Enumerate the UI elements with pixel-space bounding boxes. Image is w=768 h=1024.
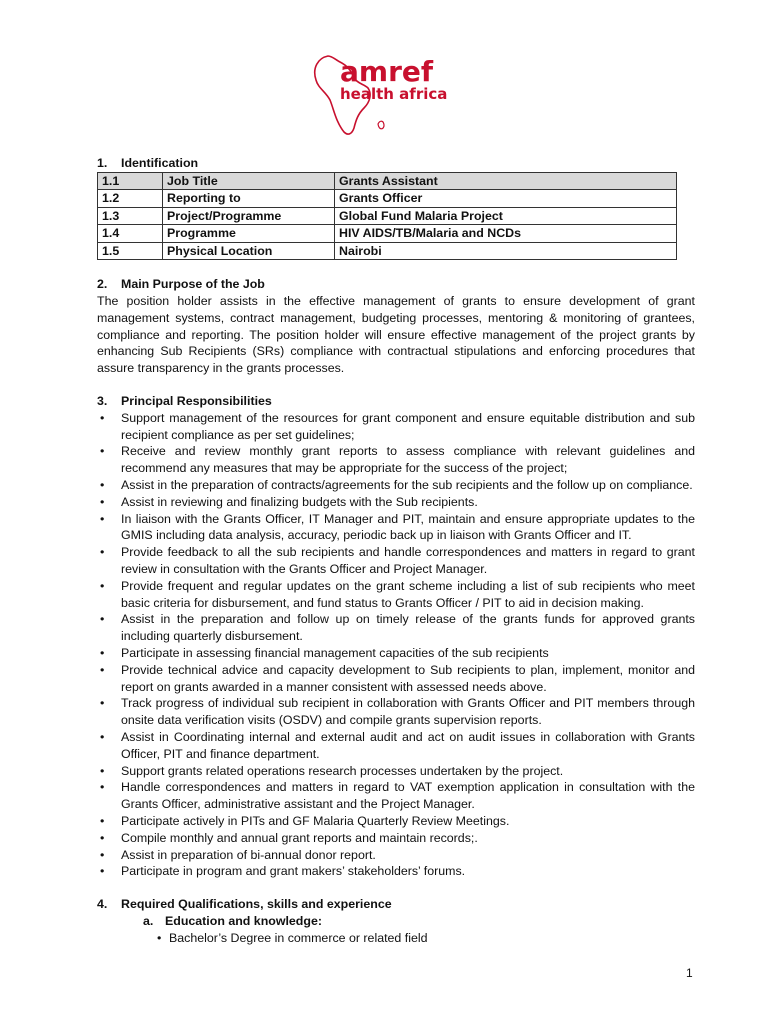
list-item [97,611,695,645]
responsibility-text: Track progress of individual sub recipient in collaboration with Grants Officer and PIT members through onsite data verification visits (OSDV) and compile grants supervision reports. [121,696,695,728]
table-cell: Reporting to [163,190,335,208]
bullet-icon: • [100,511,105,526]
list-item [97,662,695,696]
table-row [98,190,677,208]
section-4-title: Required Qualifications, skills and experience [121,897,392,912]
bullet-icon: • [100,830,105,845]
bullet-icon: • [100,478,105,493]
responsibility-text: Provide feedback to all the sub recipients and handle correspondences and matters in regard to grant review in consultation with the Grants Officer and Project Manager. [121,545,695,577]
table-cell: Grants Assistant [335,172,677,190]
table-cell: Physical Location [163,242,335,260]
list-item [97,695,695,729]
table-cell: 1.5 [98,242,163,260]
table-cell: Project/Programme [163,207,335,225]
bullet-icon: • [100,730,105,745]
section-2-number: 2. [97,277,108,292]
bullet-icon: • [100,662,105,677]
table-cell: 1.1 [98,172,163,190]
table-cell: Nairobi [335,242,677,260]
bullet-icon: • [100,612,105,627]
list-item [97,779,695,813]
responsibility-text: Support management of the resources for grant component and ensure equitable distribution and sub recipient compliance as per set guidelines; [121,410,695,442]
bullet-icon: • [100,578,105,593]
section-1-number: 1. [97,156,108,170]
section-4-number: 4. [97,897,108,912]
responsibility-text: Assist in Coordinating internal and external audit and act on audit issues in collaboration with Grants Officer, PIT and finance department. [121,730,695,761]
table-row [98,172,677,190]
bullet-icon: • [100,814,105,828]
list-item [97,830,695,847]
bullet-icon: • [100,780,105,795]
bullet-icon: • [100,763,105,778]
bullet-icon: • [100,847,105,862]
list-item [97,578,695,612]
bullet-icon: • [100,646,105,661]
section-3-heading [97,393,695,410]
table-cell: 1.4 [98,225,163,243]
table-row [98,242,677,260]
logo-subtitle: health africa [340,85,448,103]
section-4-heading [97,896,695,913]
responsibility-text: Compile monthly and annual grant reports and maintain records;. [121,830,478,845]
responsibility-text: Participate actively in PITs and GF Malaria Quarterly Review Meetings. [121,814,510,828]
section-3-title: Principal Responsibilities [121,394,272,409]
table-row [98,225,677,243]
section-2-title: Main Purpose of the Job [121,277,265,292]
responsibility-text: Assist in reviewing and finalizing budgets with the Sub recipients. [121,494,478,509]
logo-word: amref [340,55,434,88]
list-item [97,544,695,578]
table-cell: HIV AIDS/TB/Malaria and NCDs [335,225,677,243]
responsibilities-list [97,410,695,880]
list-item [97,494,695,511]
responsibility-text: Provide frequent and regular updates on the grant scheme including a list of sub recipients who meet basic criteria for disbursement, and fund status to Grants Officer / PIT to aid in decision making. [121,578,695,610]
identification-table [97,172,677,261]
main-purpose-paragraph: The position holder assists in the effective management of grants to ensure development of grant management systems, contract management, budgeting processes, mentoring & monitoring of grantees, compliance and reporting. The position holder will ensure effective management of the project grants by enhancing Sub Recipients (SRs) compliance with contractual stipulations and enforcing procedures that assure transparency in the grants processes. [97,294,695,376]
responsibility-text: Provide technical advice and capacity development to Sub recipients to plan, implement, monitor and report on grants awarded in a manner consistent with assessed needs above. [121,662,695,694]
responsibility-text: Receive and review monthly grant reports to assess compliance with relevant guidelines and recommend any measures that may be appropriate for the success of the project; [121,444,695,476]
bullet-icon: • [100,494,105,509]
qualification-text: Bachelor’s Degree in commerce or related field [169,930,428,945]
responsibility-text: Assist in the preparation of contracts/agreements for the sub recipients and the follow up on compliance. [121,478,693,493]
subsection-a-title: Education and knowledge: [165,913,322,928]
bullet-icon: • [157,930,162,945]
section-2-heading [97,276,695,293]
responsibility-text: Assist in the preparation and follow up on timely release of the grants funds for approved grants including quarterly disbursement. [121,612,695,644]
section-1-title: Identification [121,156,199,170]
bullet-icon: • [100,696,105,711]
subsection-a-heading [97,913,695,930]
list-item [97,443,695,477]
responsibility-text: Handle correspondences and matters in regard to VAT exemption application in consultation with the Grants Officer, administrative assistant and the Project Manager. [121,780,695,812]
table-cell: Global Fund Malaria Project [335,207,677,225]
responsibility-text: Support grants related operations research processes undertaken by the project. [121,763,564,778]
bullet-icon: • [100,444,105,459]
responsibility-text: Participate in program and grant makers’ stakeholders’ forums. [121,864,466,879]
list-item [97,847,695,864]
responsibility-text: In liaison with the Grants Officer, IT Manager and PIT, maintain and ensure appropriate updates to the GMIS including data analysis, accuracy, periodic back up in liaison with Grants Officer and IT. [121,511,695,543]
list-item [97,729,695,763]
bullet-icon: • [100,864,105,879]
bullet-icon: • [100,410,105,425]
document-body [97,155,695,947]
list-item [97,863,695,880]
list-item [97,813,695,830]
table-cell: 1.3 [98,207,163,225]
amref-logo [340,55,448,103]
table-cell: Programme [163,225,335,243]
table-cell: 1.2 [98,190,163,208]
table-cell: Job Title [163,172,335,190]
table-cell: Grants Officer [335,190,677,208]
list-item [97,930,695,947]
list-item [97,410,695,444]
section-1-heading [97,155,695,172]
list-item [97,511,695,545]
list-item [97,645,695,662]
responsibility-text: Assist in preparation of bi-annual donor report. [121,847,376,862]
section-3-number: 3. [97,394,108,409]
bullet-icon: • [100,545,105,560]
subsection-a-number: a. [143,913,154,928]
list-item [97,477,695,494]
table-row [98,207,677,225]
page-number: 1 [686,966,693,980]
responsibility-text: Participate in assessing financial management capacities of the sub recipients [121,646,549,661]
list-item [97,763,695,780]
